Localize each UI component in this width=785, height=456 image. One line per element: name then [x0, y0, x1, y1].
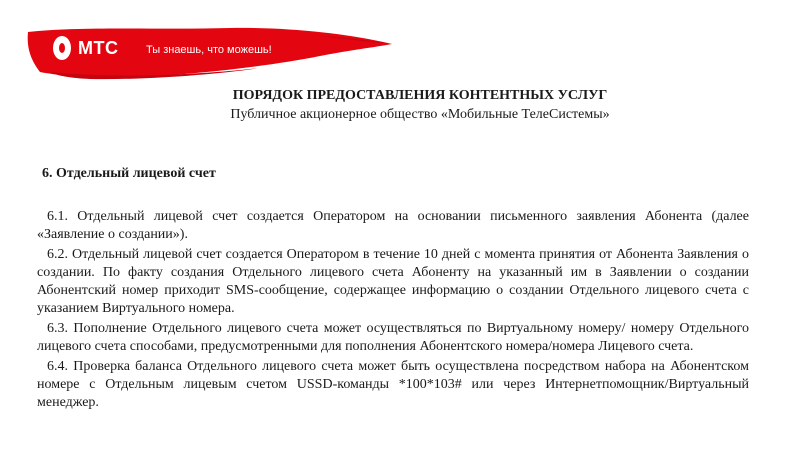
section-body [37, 208, 749, 414]
paragraph-6-3: 6.3. Пополнение Отдельного лицевого счета может осуществляться по Виртуальному номеру/ номеру Отдельного лицевого счета способами, предусмотренными для пополнения Абонентского номера/номера Лицевого счета. [37, 321, 749, 354]
section-heading: 6. Отдельный лицевой счет [42, 166, 216, 181]
document-title: ПОРЯДОК ПРЕДОСТАВЛЕНИЯ КОНТЕНТНЫХ УСЛУГ [232, 88, 608, 103]
brand-name: МТС [78, 38, 119, 58]
paragraph-6-2: 6.2. Отдельный лицевой счет создается Оператором в течение 10 дней с момента принятия от Абонента Заявления о создании. По факту создания Отдельного лицевого счета Абоненту на указанный им в Заявлении о создании Абонентский номер приходит SMS-сообщение, содержащее информацию о создании Отдельного лицевого счета с указанием Виртуального номера. [37, 247, 749, 316]
brand-slogan: Ты знаешь, что можешь! [146, 44, 272, 56]
paragraph-6-4: 6.4. Проверка баланса Отдельного лицевого счета может быть осуществлена посредством набора на Абонентском номере с Отдельным лицевым счетом USSD-команды *100*103# или через Интернетпомощник/Виртуальный менеджер. [37, 359, 749, 410]
paragraph-6-1: 6.1. Отдельный лицевой счет создается Оператором на основании письменного заявления Абонента (далее «Заявление о создании»). [37, 209, 749, 242]
mts-egg-icon [52, 34, 72, 61]
document-subtitle: Публичное акционерное общество «Мобильные ТелеСистемы» [230, 107, 610, 122]
